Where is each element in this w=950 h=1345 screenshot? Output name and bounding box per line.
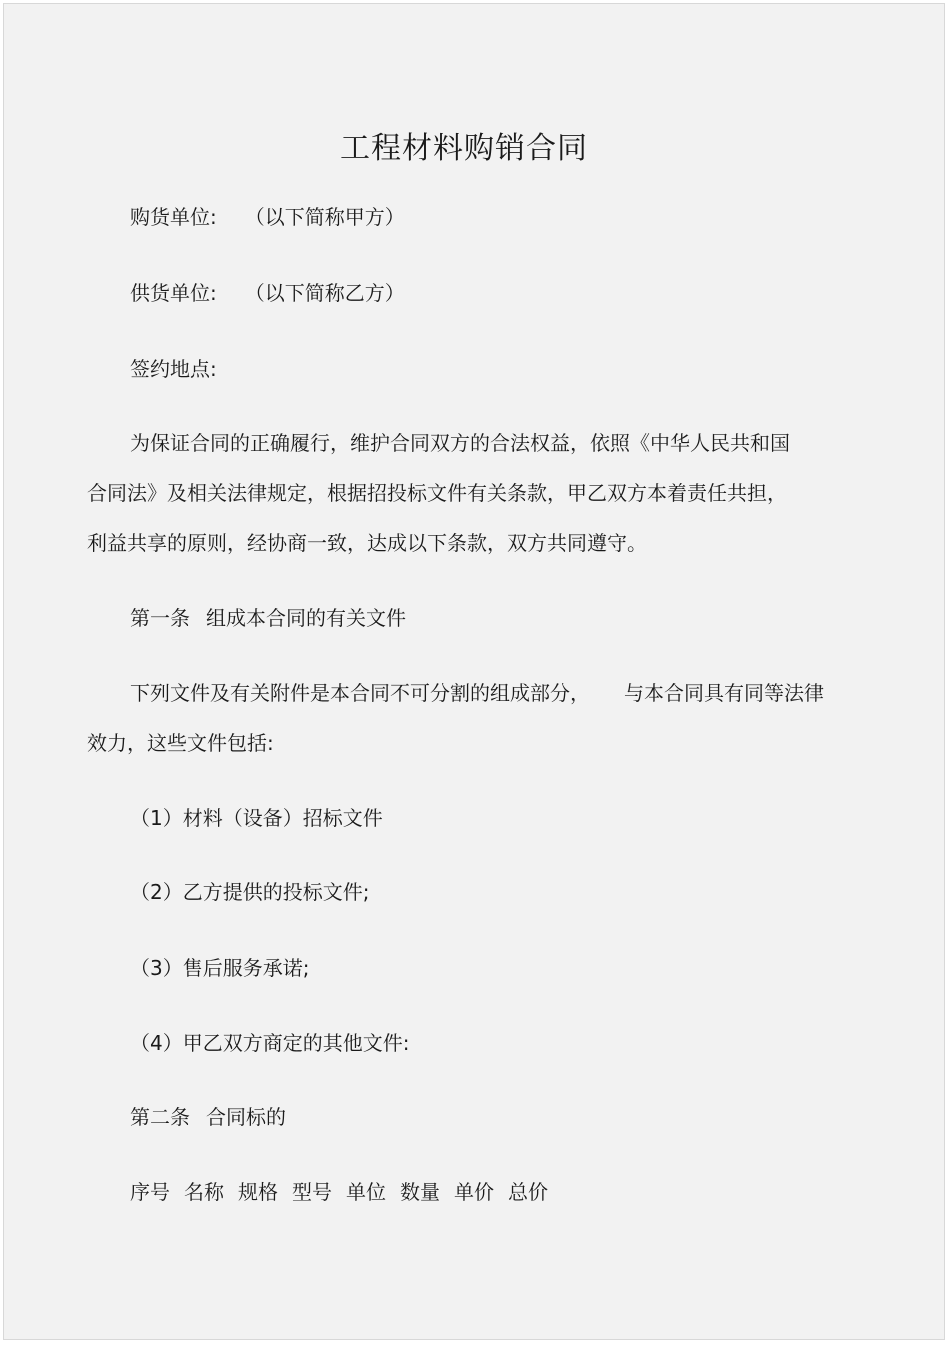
- preamble-line-1: 为保证合同的正确履行，维护合同双方的合法权益，依照《中华人民共和国: [130, 431, 790, 455]
- article1-intro-line-1: [130, 679, 824, 707]
- table-header-spec: 规格: [238, 1180, 278, 1204]
- buyer-note: （以下简称甲方）: [244, 205, 405, 229]
- document-title: 工程材料购销合同: [340, 131, 588, 166]
- article1-item-2: （2）乙方提供的投标文件;: [130, 880, 370, 904]
- article2-number: 第二条: [130, 1105, 190, 1129]
- article1-intro-part2: 与本合同具有同等法律: [624, 681, 824, 705]
- article1-number: 第一条: [130, 606, 190, 630]
- buyer-line: [130, 203, 405, 231]
- table-header-unit-price: 单价: [454, 1180, 494, 1204]
- article1-heading-line: [130, 604, 406, 632]
- article2-heading-line: [130, 1103, 286, 1131]
- supplier-label: 供货单位:: [130, 281, 217, 305]
- sign-place-label: 签约地点:: [130, 357, 217, 381]
- article1-item-4: （4）甲乙双方商定的其他文件:: [130, 1031, 410, 1055]
- supplier-note: （以下简称乙方）: [244, 281, 405, 305]
- article1-item-3: （3）售后服务承诺;: [130, 956, 310, 980]
- sign-place-line: [130, 355, 217, 383]
- table-header-total-price: 总价: [508, 1180, 548, 1204]
- article1-item-1: （1）材料（设备）招标文件: [130, 806, 383, 830]
- table-header-model: 型号: [292, 1180, 332, 1204]
- preamble-line-2: 合同法》及相关法律规定，根据招投标文件有关条款，甲乙双方本着责任共担，: [87, 481, 787, 505]
- table-header-unit: 单位: [346, 1180, 386, 1204]
- table-header-index: 序号: [130, 1180, 170, 1204]
- table-header-name: 名称: [184, 1180, 224, 1204]
- article2-title: 合同标的: [206, 1105, 286, 1129]
- table-header-quantity: 数量: [400, 1180, 440, 1204]
- article1-intro-part1: 下列文件及有关附件是本合同不可分割的组成部分，: [130, 681, 590, 705]
- buyer-label: 购货单位:: [130, 205, 217, 229]
- preamble-line-3: 利益共享的原则，经协商一致，达成以下条款，双方共同遵守。: [87, 531, 647, 555]
- article1-intro-line-2: 效力，这些文件包括:: [87, 731, 274, 755]
- document-page: [3, 3, 945, 1340]
- supplier-line: [130, 279, 405, 307]
- article1-title: 组成本合同的有关文件: [206, 606, 406, 630]
- article2-table-header: [130, 1178, 562, 1206]
